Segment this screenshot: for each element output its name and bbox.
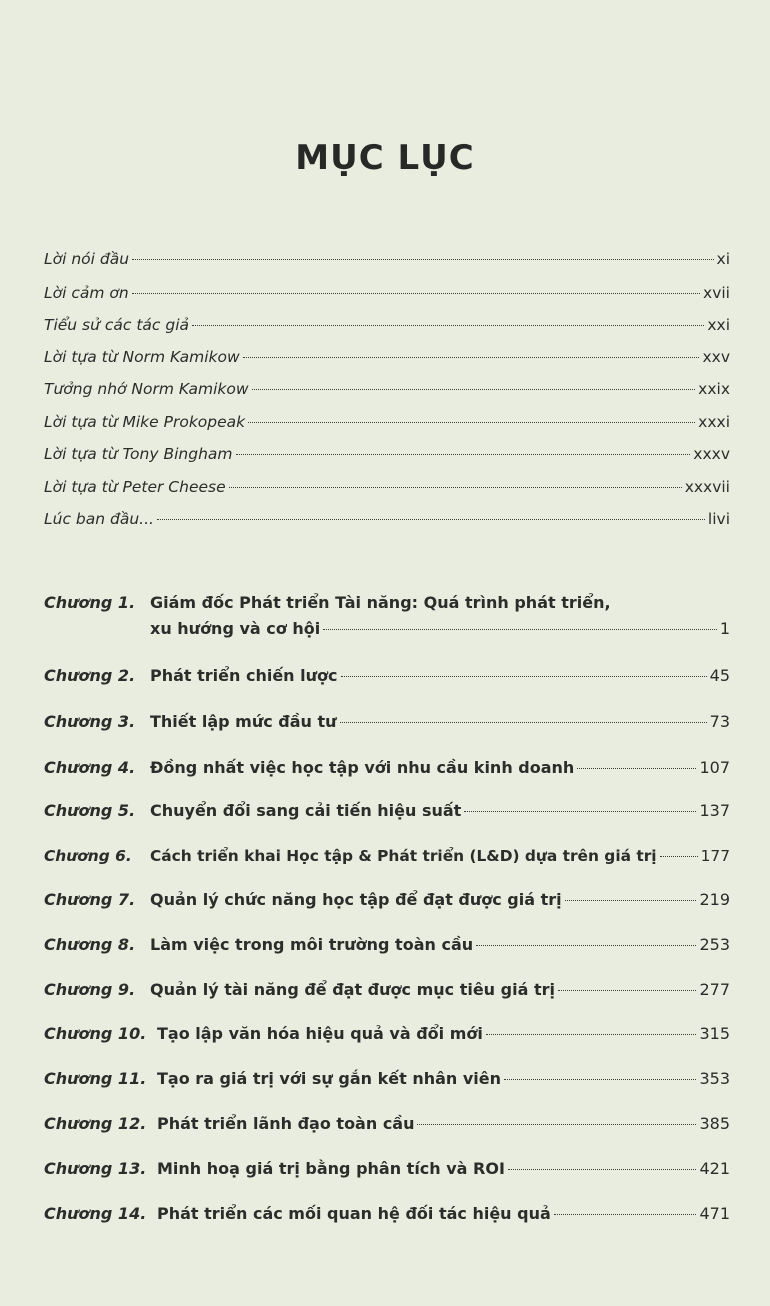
chapter-entry: [44, 592, 730, 640]
toc-entry: [44, 508, 730, 530]
chapter-number: Chương 9.: [44, 980, 136, 999]
chapter-page: 73: [709, 712, 730, 731]
chapter-number: Chương 3.: [44, 712, 136, 731]
toc-entry: [44, 314, 730, 336]
leader-dots: [577, 768, 696, 769]
chapter-page: 137: [699, 801, 730, 820]
leader-dots: [660, 856, 698, 857]
toc-entry: [44, 248, 730, 270]
leader-dots: [243, 357, 700, 358]
chapter-page: 421: [699, 1159, 730, 1178]
leader-dots: [554, 1214, 697, 1215]
toc-entry: [44, 378, 730, 400]
toc-entry: [44, 346, 730, 368]
chapter-title-cont: xu hướng và cơ hội: [150, 619, 321, 638]
leader-dots: [132, 259, 713, 260]
chapter-title: Đồng nhất việc học tập với nhu cầu kinh doanh: [150, 758, 575, 777]
chapter-page: 253: [699, 935, 730, 954]
leader-dots: [192, 325, 704, 326]
entry-page: livi: [707, 510, 730, 528]
entry-label: Lời tựa từ Peter Cheese: [44, 478, 226, 496]
chapter-title: Phát triển chiến lược: [150, 666, 338, 685]
entry-label: Lời nói đầu: [44, 250, 130, 268]
chapter-page: 177: [700, 847, 730, 865]
leader-dots: [417, 1124, 696, 1125]
chapter-title: Minh hoạ giá trị bằng phân tích và ROI: [157, 1159, 505, 1178]
chapter-number: Chương 13.: [44, 1159, 147, 1178]
leader-dots: [504, 1079, 696, 1080]
chapter-title: Quản lý tài năng để đạt được mục tiêu giá trị: [150, 980, 555, 999]
chapter-page: 1: [719, 619, 730, 638]
chapter-title: Chuyển đổi sang cải tiến hiệu suất: [150, 801, 462, 820]
chapter-number: Chương 6.: [44, 847, 132, 865]
entry-page: xxi: [707, 316, 730, 334]
entry-label: Lúc ban đầu...: [44, 510, 154, 528]
chapter-entry: [44, 1068, 730, 1090]
chapter-page: 385: [699, 1114, 730, 1133]
chapter-title: Quản lý chức năng học tập để đạt được giá trị: [150, 890, 562, 909]
toc-entry: [44, 411, 730, 433]
entry-label: Tiểu sử các tác giả: [44, 316, 190, 334]
chapter-title: Tạo ra giá trị với sự gắn kết nhân viên: [157, 1069, 502, 1088]
chapter-title: Tạo lập văn hóa hiệu quả và đổi mới: [157, 1024, 483, 1043]
chapter-title: Cách triển khai Học tập & Phát triển (L&D) dựa trên giá trị: [150, 847, 657, 865]
leader-dots: [508, 1169, 697, 1170]
leader-dots: [476, 945, 696, 946]
chapter-title: Thiết lập mức đầu tư: [150, 712, 337, 731]
chapter-entry: [44, 711, 730, 733]
chapter-page: 471: [699, 1204, 730, 1223]
leader-dots: [252, 389, 696, 390]
leader-dots: [236, 454, 691, 455]
entry-label: Tưởng nhớ Norm Kamikow: [44, 380, 249, 398]
chapter-page: 107: [699, 758, 730, 777]
chapter-entry: [44, 845, 730, 867]
entry-page: xxix: [698, 380, 730, 398]
chapter-number: Chương 2.: [44, 666, 136, 685]
entry-page: xxxi: [698, 413, 730, 431]
entry-page: xxv: [702, 348, 730, 366]
leader-dots: [486, 1034, 697, 1035]
chapter-page: 315: [699, 1024, 730, 1043]
leader-dots: [340, 722, 707, 723]
chapter-number: Chương 11.: [44, 1069, 147, 1088]
chapter-entry: [44, 979, 730, 1001]
chapter-number: Chương 4.: [44, 758, 136, 777]
leader-dots: [341, 676, 707, 677]
chapter-number: Chương 5.: [44, 801, 136, 820]
leader-dots: [229, 487, 682, 488]
leader-dots: [323, 629, 717, 630]
chapter-number: Chương 14.: [44, 1204, 147, 1223]
chapter-title: Phát triển các mối quan hệ đối tác hiệu quả: [157, 1204, 551, 1223]
chapter-entry: [44, 1023, 730, 1045]
chapter-number: Chương 7.: [44, 890, 136, 909]
chapter-entry: [44, 800, 730, 822]
leader-dots: [248, 422, 695, 423]
chapter-page: 277: [699, 980, 730, 999]
toc-entry: [44, 443, 730, 465]
chapter-page: 353: [699, 1069, 730, 1088]
chapter-number: Chương 12.: [44, 1114, 147, 1133]
chapter-title: Phát triển lãnh đạo toàn cầu: [157, 1114, 415, 1133]
entry-label: Lời tựa từ Mike Prokopeak: [44, 413, 246, 431]
entry-page: xxxv: [693, 445, 730, 463]
chapter-page: 219: [699, 890, 730, 909]
toc-entry: [44, 282, 730, 304]
chapter-title: Làm việc trong môi trường toàn cầu: [150, 935, 474, 954]
chapter-entry: [44, 934, 730, 956]
chapter-entry: [44, 1203, 730, 1225]
chapter-title: Giám đốc Phát triển Tài năng: Quá trình phát triển,: [150, 593, 611, 612]
leader-dots: [565, 900, 697, 901]
entry-label: Lời cảm ơn: [44, 284, 129, 302]
chapter-entry: [44, 665, 730, 687]
leader-dots: [157, 519, 705, 520]
entry-label: Lời tựa từ Tony Bingham: [44, 445, 233, 463]
entry-page: xi: [716, 250, 730, 268]
chapter-entry: [44, 889, 730, 911]
chapter-entry: [44, 757, 730, 779]
chapter-page: 45: [709, 666, 730, 685]
entry-page: xvii: [703, 284, 730, 302]
entry-page: xxxvii: [684, 478, 730, 496]
page-title: MỤC LỤC: [295, 138, 475, 178]
toc-entry: [44, 476, 730, 498]
leader-dots: [464, 811, 696, 812]
chapter-entry: [44, 1158, 730, 1180]
chapter-entry: [44, 1113, 730, 1135]
chapter-number: Chương 1.: [44, 593, 136, 612]
chapter-number: Chương 8.: [44, 935, 136, 954]
chapter-number: Chương 10.: [44, 1024, 147, 1043]
leader-dots: [132, 293, 700, 294]
leader-dots: [558, 990, 696, 991]
entry-label: Lời tựa từ Norm Kamikow: [44, 348, 240, 366]
